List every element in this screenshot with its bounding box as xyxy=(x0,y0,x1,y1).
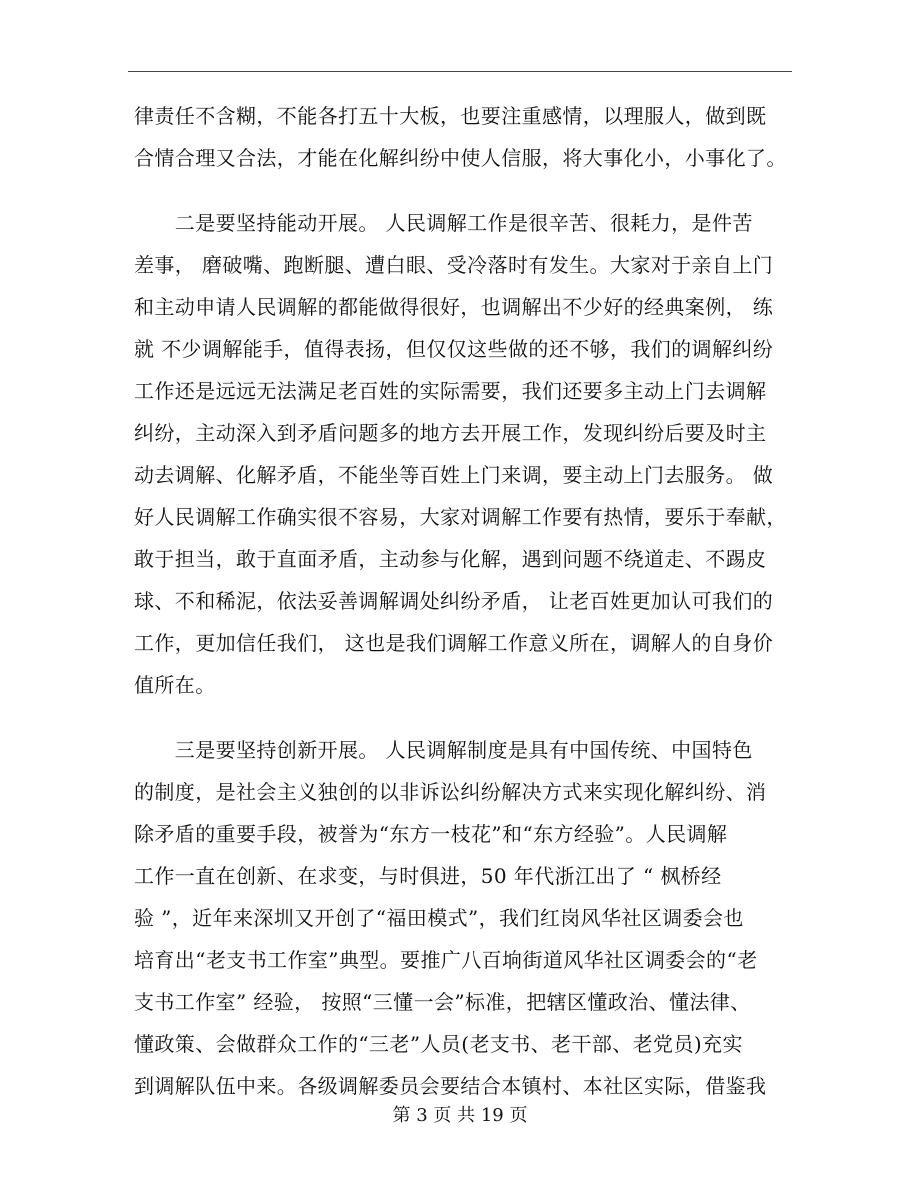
paragraph-3-heading-line: 三是要坚持创新开展。 人民调解制度是具有中国传统、中国特色 xyxy=(134,738,753,762)
text-line: 就 不少调解能手，值得表扬，但仅仅这些做的还不够，我们的调解纠纷 xyxy=(134,337,774,361)
text-line: 好人民调解工作确实很不容易，大家对调解工作要有热情，要乐于奉献， xyxy=(134,505,787,529)
page-number: 第 3 页 共 19 页 xyxy=(392,1105,528,1126)
text-line: 动去调解、化解矛盾，不能坐等百姓上门来调，要主动上门去服务。 做 xyxy=(134,463,774,487)
text-line: 培育出“老支书工作室”典型。要推广八百垧街道风华社区调委会的“老 xyxy=(134,948,758,972)
text-line: 合情合理又合法，才能在化解纠纷中使人信服，将大事化小，小事化了。 xyxy=(134,146,787,170)
text-line: 球、不和稀泥，依法妥善调解调处纠纷矛盾， 让老百姓更加认可我们的 xyxy=(134,589,774,613)
text-line: 和主动申请人民调解的都能做得很好，也调解出不少好的经典案例， 练 xyxy=(134,295,774,319)
paragraph-gap xyxy=(134,179,794,202)
text-line: 工作还是远远无法满足老百姓的实际需要，我们还要多主动上门去调解 xyxy=(134,379,767,403)
text-line: 的制度，是社会主义独创的以非诉讼纠纷解决方式来实现化解纠纷、消 xyxy=(134,780,767,804)
text-line: 差事， 磨破嘴、跑断腿、遭白眼、受冷落时有发生。大家对于亲自上门 xyxy=(134,253,774,277)
text-line: 纠纷，主动深入到矛盾问题多的地方去开展工作，发现纠纷后要及时主 xyxy=(134,421,767,445)
text-line: 验 ”，近年来深圳又开创了“福田模式”，我们红岗风华社区调委会也 xyxy=(134,906,744,930)
text-line: 工作，更加信任我们， 这也是我们调解工作意义所在，调解人的自身价 xyxy=(134,631,774,655)
text-line: 值所在。 xyxy=(134,673,216,697)
text-line: 到调解队伍中来。各级调解委员会要结合本镇村、本社区实际，借鉴我 xyxy=(134,1074,767,1098)
document-body xyxy=(134,95,794,1107)
header-rule xyxy=(128,71,792,72)
text-line: 工作一直在创新、在求变，与时俱进，50 年代浙江出了 “ 枫桥经 xyxy=(134,864,722,888)
paragraph-gap xyxy=(134,706,794,729)
text-line: 律责任不含糊，不能各打五十大板，也要注重感情，以理服人，做到既 xyxy=(134,104,767,128)
text-line: 除矛盾的重要手段，被誉为“东方一枝花”和“东方经验”。人民调解 xyxy=(134,822,728,846)
text-line: 懂政策、会做群众工作的“三老”人员(老支书、老干部、老党员)充实 xyxy=(134,1032,743,1056)
text-line: 敢于担当，敢于直面矛盾，主动参与化解，遇到问题不绕道走、不踢皮 xyxy=(134,547,767,571)
text-line: 支书工作室” 经验， 按照“三懂一会”标准，把辖区懂政治、懂法律、 xyxy=(134,990,751,1014)
paragraph-2-heading-line: 二是要坚持能动开展。 人民调解工作是很辛苦、很耗力，是件苦 xyxy=(134,211,753,235)
